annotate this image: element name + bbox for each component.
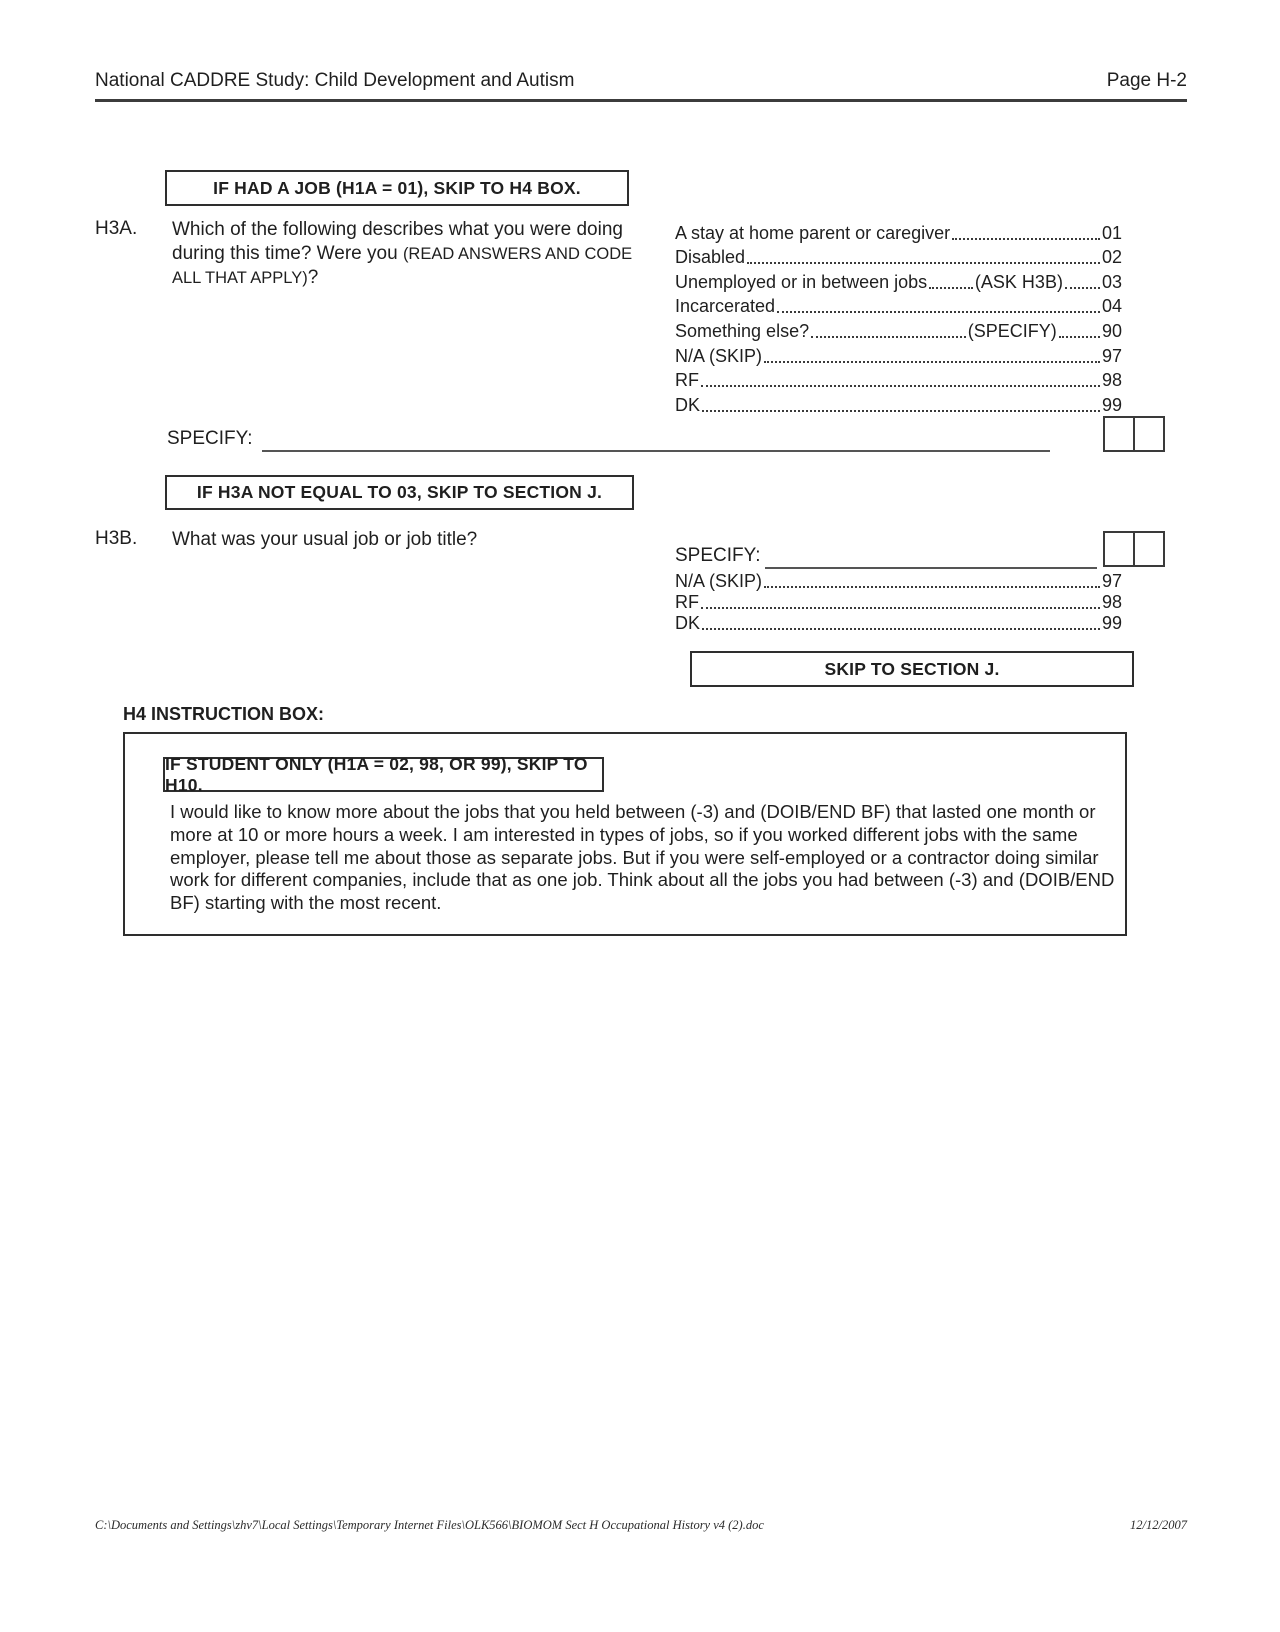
answer-code: 99 xyxy=(1101,394,1122,415)
answer-option-row xyxy=(675,367,1122,392)
dot-leader xyxy=(1059,336,1100,338)
answer-code: 90 xyxy=(1101,320,1122,341)
answer-code: 02 xyxy=(1101,247,1122,268)
answer-code: 98 xyxy=(1101,370,1122,391)
answer-note: (ASK H3B) xyxy=(974,271,1063,292)
h4-instruction-heading: H4 INSTRUCTION BOX: xyxy=(123,704,325,724)
answer-code: 98 xyxy=(1101,592,1122,612)
answer-option-row xyxy=(675,391,1122,416)
question-text-h3b: What was your usual job or job title? xyxy=(172,529,478,550)
answer-code: 03 xyxy=(1101,271,1122,292)
answer-label: N/A (SKIP) xyxy=(675,345,763,366)
answer-option-row xyxy=(675,592,1122,613)
answer-option-row xyxy=(675,342,1122,367)
footer-date: 12/12/2007 xyxy=(1130,1518,1187,1532)
dot-leader xyxy=(701,385,1100,387)
skip-instruction-text: IF H3A NOT EQUAL TO 03, SKIP TO SECTION J. xyxy=(196,482,603,502)
answer-label: N/A (SKIP) xyxy=(675,571,763,591)
question-number-h3b: H3B. xyxy=(95,528,138,549)
header-rule xyxy=(95,99,1187,102)
dot-leader xyxy=(702,628,1100,630)
answer-option-row xyxy=(675,268,1122,293)
code-digit-box[interactable] xyxy=(1103,531,1135,567)
page-footer xyxy=(95,1518,1187,1533)
specify-label-h3a: SPECIFY: xyxy=(167,428,253,449)
question-number-h3a: H3A. xyxy=(95,218,138,239)
dot-leader xyxy=(811,336,966,338)
answer-option-row xyxy=(675,317,1122,342)
specify-label-h3b: SPECIFY: xyxy=(675,545,761,566)
page-header xyxy=(95,70,1187,92)
answer-code: 99 xyxy=(1101,613,1122,633)
answer-label: DK xyxy=(675,394,701,415)
question-main-text: Which of the following describes what you were doing during this time? Were you xyxy=(172,219,623,264)
code-digit-box[interactable] xyxy=(1133,416,1165,452)
question-text-h3a xyxy=(172,218,650,290)
answer-code: 97 xyxy=(1101,345,1122,366)
dot-leader xyxy=(701,607,1100,609)
dot-leader xyxy=(952,238,1100,240)
specify-input-line-h3b[interactable] xyxy=(765,565,1097,569)
answer-option-row xyxy=(675,219,1122,244)
footer-file-path: C:\Documents and Settings\zhv7\Local Settings\Temporary Internet Files\OLK566\BIOMOM Sect H Occupational History v4 (2).doc xyxy=(95,1518,764,1532)
question-suffix: ? xyxy=(307,267,319,288)
specify-input-line-h3a[interactable] xyxy=(262,448,1050,452)
answer-label: Something else? xyxy=(675,320,810,341)
skip-instruction-had-a-job xyxy=(165,170,629,206)
answer-label: DK xyxy=(675,613,701,633)
skip-instruction-text: SKIP TO SECTION J. xyxy=(824,658,1000,679)
code-entry-boxes-h3a[interactable] xyxy=(1103,416,1165,452)
answer-code: 04 xyxy=(1101,296,1122,317)
dot-leader xyxy=(747,262,1100,264)
answer-option-row xyxy=(675,244,1122,269)
answer-label: A stay at home parent or caregiver xyxy=(675,222,951,243)
answer-label: Incarcerated xyxy=(675,296,776,317)
dot-leader xyxy=(1065,287,1100,289)
answer-options-h3a xyxy=(675,219,1122,416)
dot-leader xyxy=(764,361,1100,363)
dot-leader xyxy=(702,410,1100,412)
document-title: National CADDRE Study: Child Development and Autism xyxy=(95,70,575,91)
skip-instruction-text: IF HAD A JOB (H1A = 01), SKIP TO H4 BOX. xyxy=(213,177,581,198)
code-digit-box[interactable] xyxy=(1103,416,1135,452)
skip-instruction-section-j xyxy=(690,651,1134,687)
code-entry-boxes-h3b[interactable] xyxy=(1103,531,1165,567)
dot-leader xyxy=(764,586,1100,588)
skip-instruction-text: IF STUDENT ONLY (H1A = 02, 98, OR 99), SKIP TO H10. xyxy=(165,753,588,795)
skip-instruction-student-only xyxy=(163,753,604,795)
answer-option-row xyxy=(675,571,1122,592)
answer-code: 01 xyxy=(1101,222,1122,243)
answer-code: 97 xyxy=(1101,571,1122,591)
answer-label: Unemployed or in between jobs xyxy=(675,271,928,292)
answer-options-h3b xyxy=(675,571,1122,634)
answer-note: (SPECIFY) xyxy=(967,320,1057,341)
answer-label: Disabled xyxy=(675,247,746,268)
skip-instruction-not-equal-03 xyxy=(165,475,634,510)
h4-interviewer-script: I would like to know more about the jobs that you held between (-3) and (DOIB/END BF) that lasted one month or more at 10 or more hours a week. I am interested in types of jobs, so if you worked different jobs with the same employer, please tell me about those as separate jobs. But if you were self-employed or a contractor doing similar work for different companies, include that as one job. Think about all the jobs you had between (-3) and (DOIB/END BF) starting with the most recent. xyxy=(170,801,1115,914)
interviewer-instruction: (READ ANSWERS AND CODE ALL THAT APPLY) xyxy=(172,245,633,287)
dot-leader xyxy=(777,311,1100,313)
answer-label: RF xyxy=(675,592,699,612)
answer-option-row xyxy=(675,613,1122,634)
code-digit-box[interactable] xyxy=(1133,531,1165,567)
answer-label: RF xyxy=(675,370,699,391)
answer-option-row xyxy=(675,293,1122,318)
dot-leader xyxy=(929,287,973,289)
page-number: Page H-2 xyxy=(1106,70,1187,91)
